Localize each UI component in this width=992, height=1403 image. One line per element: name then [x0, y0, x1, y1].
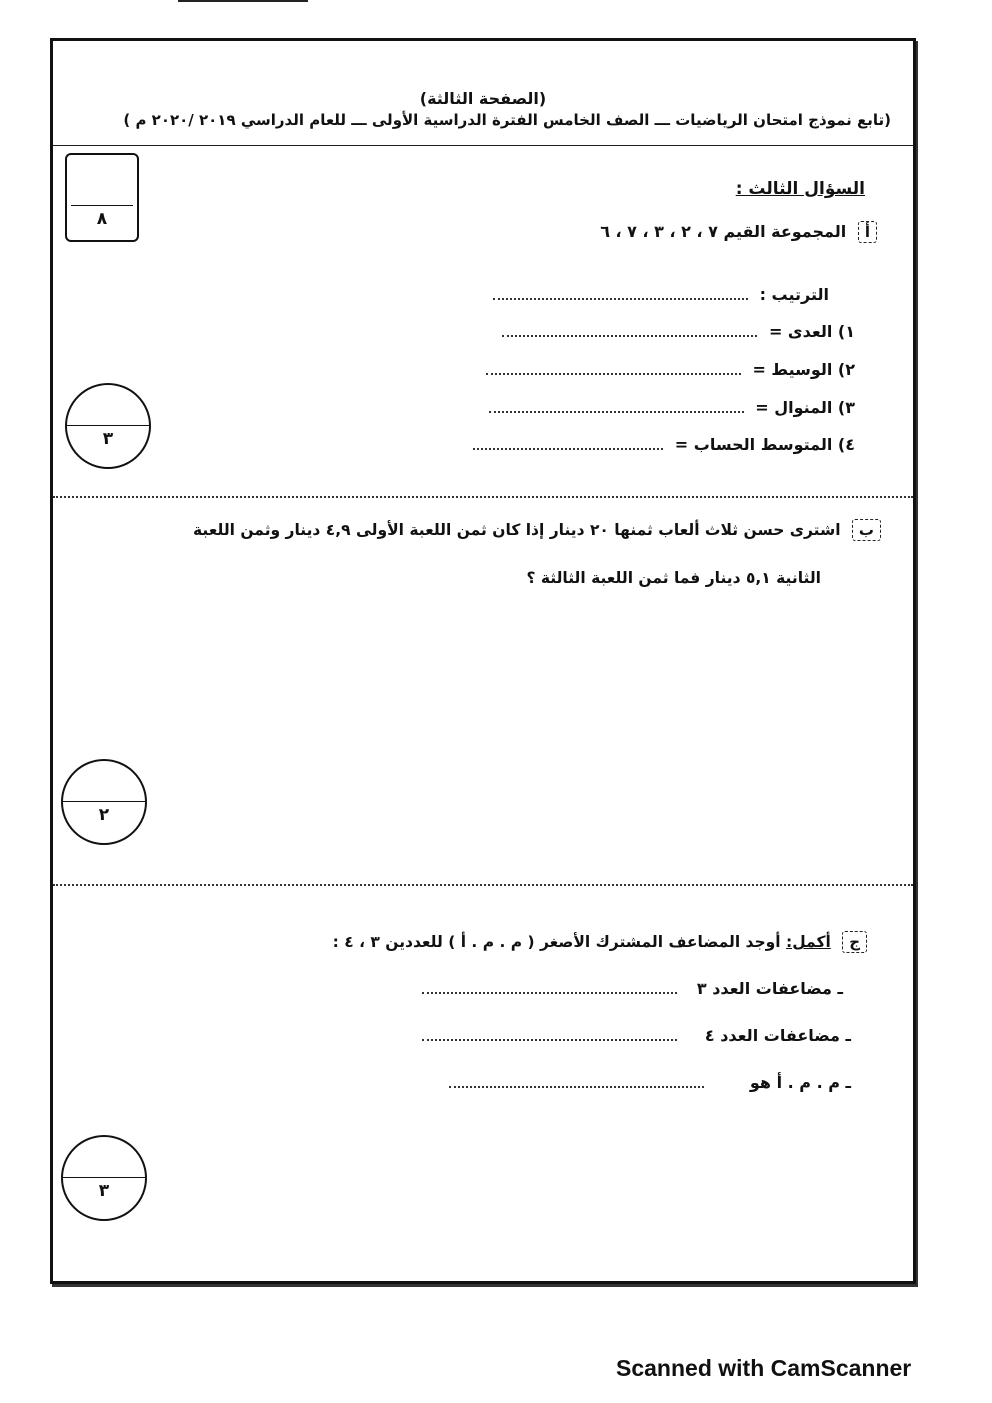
part-b-line1: [193, 519, 881, 541]
scanner-watermark: Scanned with CamScanner: [616, 1355, 912, 1381]
top-edge-line: [178, 0, 308, 2]
part-c-score: ٣: [98, 1181, 110, 1201]
part-a-text: المجموعة القيم ٧ ، ٢ ، ٣ ، ٧ ، ٦: [600, 222, 847, 241]
header-divider: [53, 145, 913, 146]
section-divider-dotted: [53, 496, 913, 498]
part-a-score-circle: [65, 383, 151, 469]
answer-line-mean[interactable]: [473, 435, 855, 454]
item-label: الترتيب :: [759, 285, 829, 304]
answer-blank[interactable]: [422, 980, 677, 994]
answer-line-range[interactable]: [502, 322, 855, 341]
part-b-label: ب: [852, 519, 881, 541]
item-label: ـ مضاعفات العدد ٤: [704, 1026, 851, 1045]
part-b-text-1: اشترى حسن ثلاث ألعاب ثمنها ٢٠ دينار إذا كان ثمن اللعبة الأولى ٤,٩ دينار وثمن اللعبة: [193, 521, 841, 539]
part-b-score-circle: [61, 759, 147, 845]
part-c-label: ج: [842, 931, 867, 953]
part-a-label: أ: [858, 221, 877, 243]
answer-blank[interactable]: [502, 323, 757, 337]
part-a-score: ٣: [102, 429, 114, 449]
total-score-value: ٨: [96, 209, 108, 229]
total-score-box: [65, 153, 139, 242]
exam-subtitle: (تابع نموذج امتحان الرياضيات ـــ الصف الخامس الفترة الدراسية الأولى ـــ للعام الدراسي ٢٠١٩ /٢٠٢٠ م ): [123, 111, 891, 129]
part-b-line2: الثانية ٥,١ دينار فما ثمن اللعبة الثالثة ؟: [526, 569, 821, 587]
part-b-score: ٢: [98, 805, 110, 825]
part-c-score-circle: [61, 1135, 147, 1221]
part-a-statement: [600, 221, 877, 243]
score-divider: [71, 205, 133, 206]
multiples-of-3-line[interactable]: [422, 979, 843, 998]
answer-blank[interactable]: [473, 436, 663, 450]
answer-blank[interactable]: [422, 1027, 677, 1041]
answer-blank[interactable]: [489, 399, 744, 413]
lcm-line[interactable]: [449, 1073, 851, 1092]
answer-line-order[interactable]: [493, 285, 829, 304]
score-divider: [63, 801, 145, 802]
part-c-prefix: أكمل:: [786, 933, 831, 951]
item-label: ٤) المتوسط الحساب =: [674, 435, 855, 454]
answer-line-mode[interactable]: [489, 398, 855, 417]
item-label: ٢) الوسيط =: [752, 360, 855, 379]
answer-blank[interactable]: [449, 1074, 704, 1088]
item-label: ـ مضاعفات العدد ٣: [696, 979, 843, 998]
answer-line-median[interactable]: [486, 360, 855, 379]
question-title: السؤال الثالث :: [735, 179, 865, 199]
answer-blank[interactable]: [486, 361, 741, 375]
item-label: ١) العدى =: [768, 322, 855, 341]
multiples-of-4-line[interactable]: [422, 1026, 851, 1045]
part-c-statement: [333, 931, 867, 953]
exam-page-frame: [50, 38, 916, 1284]
item-label: ٣) المنوال =: [755, 398, 855, 417]
score-divider: [67, 425, 149, 426]
section-divider-dotted: [53, 884, 913, 886]
score-divider: [63, 1177, 145, 1178]
page-label: (الصفحة الثالثة): [419, 89, 547, 108]
answer-blank[interactable]: [493, 286, 748, 300]
item-label: ـ م . م . أ هو: [749, 1073, 851, 1092]
part-c-text: أوجد المضاعف المشترك الأصغر ( م . م . أ ) للعددين ٣ ، ٤ :: [332, 933, 781, 951]
